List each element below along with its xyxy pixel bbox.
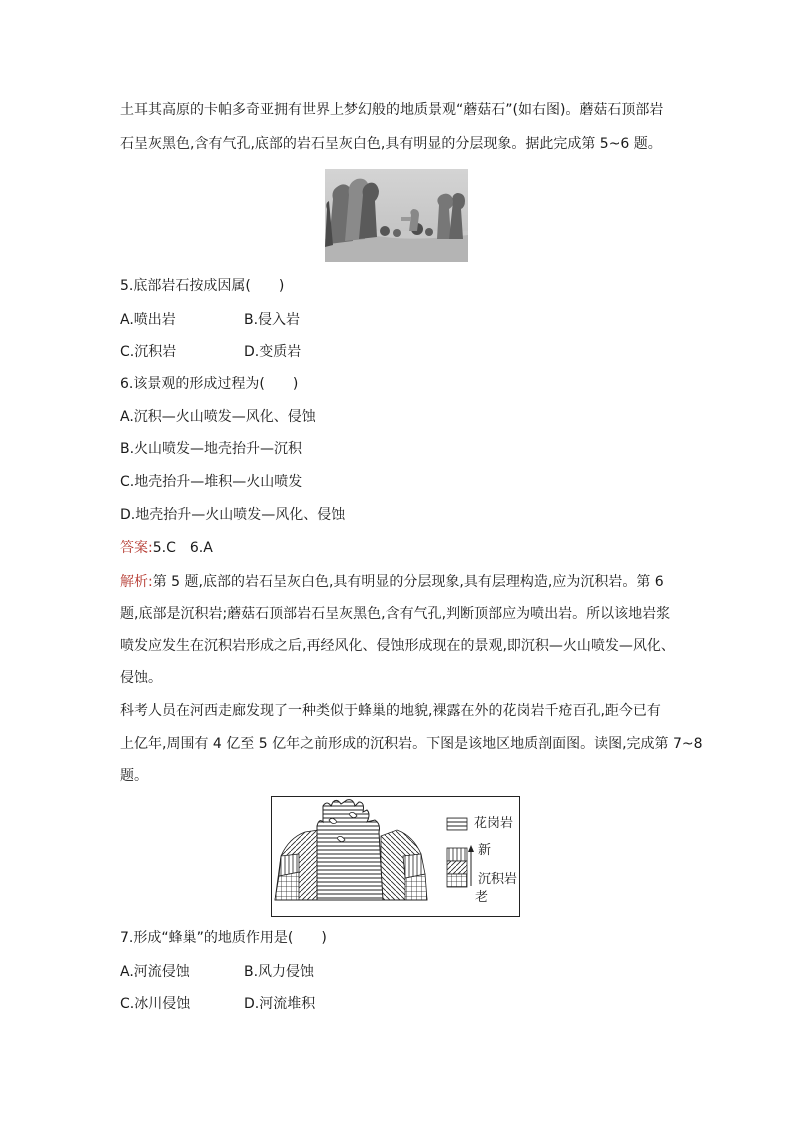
intro-paragraph-line: 土耳其高原的卡帕多奇亚拥有世界上梦幻般的地质景观“蘑菇石”(如右图)。蘑菇石顶部岩 [120,102,664,118]
q5-option-b: B.侵入岩 [244,312,301,328]
q6-stem: 6.该景观的形成过程为( ) [120,376,299,392]
q7-option-a: A.河流侵蚀 [120,964,190,980]
analysis-line: 侵蚀。 [120,670,162,686]
analysis-line: 题,底部是沉积岩;蘑菇石顶部岩石呈灰黑色,含有气孔,判断顶部应为喷出岩。所以该地岩浆 [120,606,671,622]
q6-option-a: A.沉积—火山喷发—风化、侵蚀 [120,409,316,425]
analysis-label: 解析: [120,574,153,590]
intro2-line: 上亿年,周围有 4 亿至 5 亿年之前形成的沉积岩。下图是该地区地质剖面图。读图,完成第 7~8 [120,736,703,752]
geologic-section-diagram [271,796,520,917]
q5-option-c: C.沉积岩 [120,344,177,360]
analysis-line [120,572,664,592]
q7-option-c: C.冰川侵蚀 [120,996,191,1012]
answer-label: 答案: [120,540,153,556]
legend-old: 老 [475,890,489,905]
q6-option-c: C.地壳抬升—堆积—火山喷发 [120,474,303,490]
legend-new: 新 [478,843,492,858]
analysis-text: 第 5 题,底部的岩石呈灰白色,具有明显的分层现象,具有层理构造,应为沉积岩。第 6 [152,574,664,590]
q6-option-b: B.火山喷发—地壳抬升—沉积 [120,441,303,457]
intro2-line: 题。 [120,768,148,784]
intro2-line: 科考人员在河西走廊发现了一种类似于蜂巢的地貌,裸露在外的花岗岩千疮百孔,距今已有 [120,703,661,719]
answer-line [120,538,213,558]
legend-sedimentary: 沉积岩 [478,872,518,887]
q7-stem: 7.形成“蜂巢”的地质作用是( ) [120,930,327,946]
q5-stem: 5.底部岩石按成因属( ) [120,278,285,294]
q5-option-d: D.变质岩 [244,344,302,360]
answer-text: 5.C 6.A [152,540,213,556]
q5-option-a: A.喷出岩 [120,312,176,328]
analysis-line: 喷发应发生在沉积岩形成之后,再经风化、侵蚀形成现在的景观,即沉积—火山喷发—风化、 [120,638,675,654]
intro-paragraph-line: 石呈灰黑色,含有气孔,底部的岩石呈灰白色,具有明显的分层现象。据此完成第 5~6 题。 [120,136,662,152]
mushroom-rock-photo [325,169,468,262]
legend-granite: 花岗岩 [474,816,514,831]
q7-option-b: B.风力侵蚀 [244,964,315,980]
q6-option-d: D.地壳抬升—火山喷发—风化、侵蚀 [120,507,346,523]
q7-option-d: D.河流堆积 [244,996,316,1012]
